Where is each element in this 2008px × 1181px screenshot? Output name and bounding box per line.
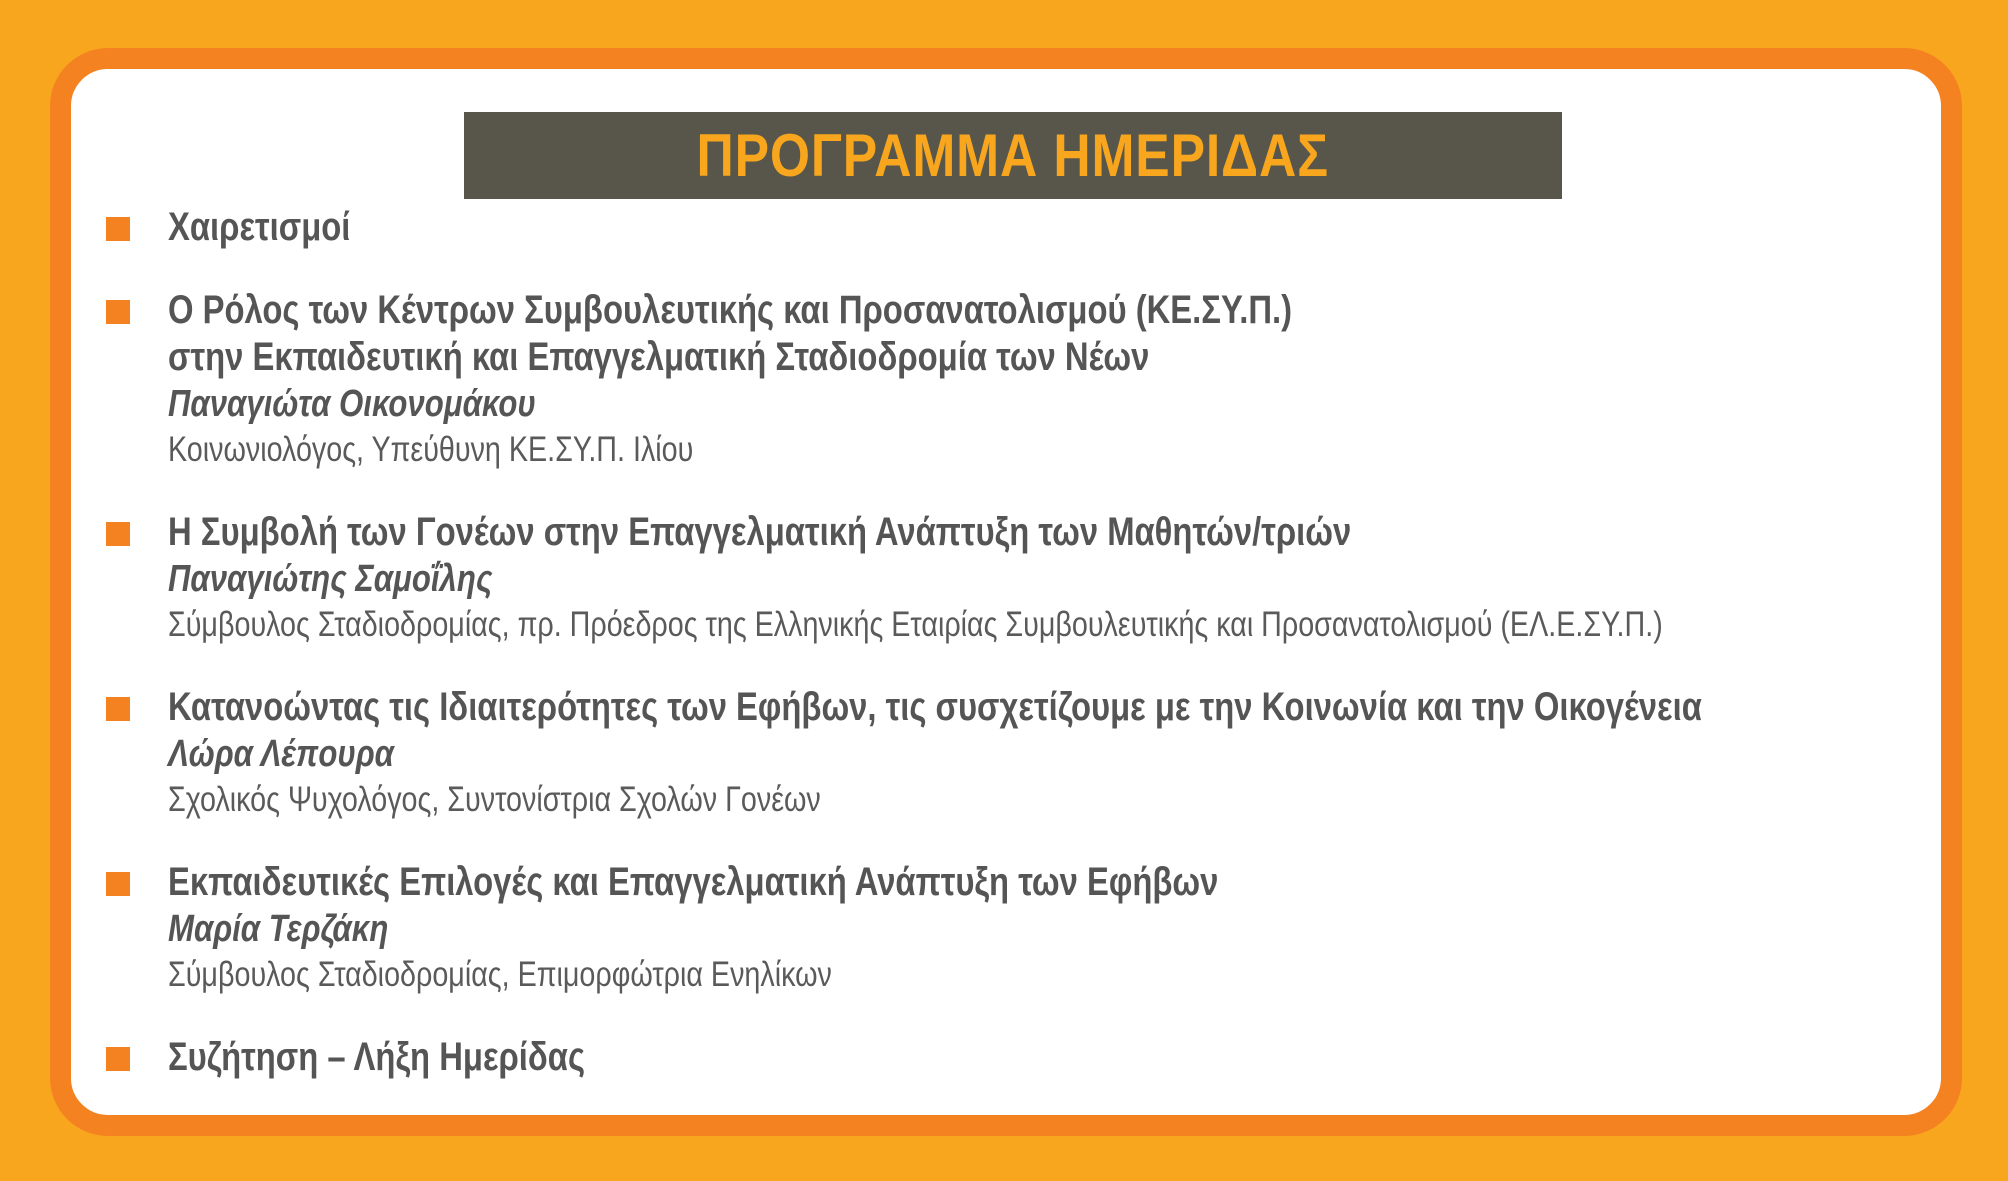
agenda-topic: Κατανοώντας τις Ιδιαιτερότητες των Εφήβων, τις συσχετίζουμε με την Κοινωνία και την Οικογένεια bbox=[168, 685, 1702, 729]
agenda-topic: Εκπαιδευτικές Επιλογές και Επαγγελματική Ανάπτυξη των Εφήβων bbox=[168, 860, 1219, 904]
square-bullet-icon bbox=[106, 522, 130, 546]
agenda-item-education-choices bbox=[106, 859, 1956, 998]
agenda-item-parents bbox=[106, 509, 1956, 648]
square-bullet-icon bbox=[106, 697, 130, 721]
agenda-item-discussion bbox=[106, 1034, 1956, 1081]
agenda-speaker-role: Σύμβουλος Σταδιοδρομίας, πρ. Πρόεδρος της Ελληνικής Εταιρίας Συμβουλευτικής και Προσανατολισμού (ΕΛ.Ε.ΣΥ.Π.) bbox=[168, 605, 1663, 644]
agenda-speaker-role: Σύμβουλος Σταδιοδρομίας, Επιμορφώτρια Ενηλίκων bbox=[168, 955, 832, 994]
agenda-speaker: Λώρα Λέπουρα bbox=[168, 733, 395, 775]
square-bullet-icon bbox=[106, 300, 130, 324]
agenda-speaker: Παναγιώτα Οικονομάκου bbox=[168, 383, 536, 425]
agenda-speaker: Μαρία Τερζάκη bbox=[168, 908, 389, 950]
agenda-topic: Χαιρετισμοί bbox=[168, 205, 351, 249]
agenda-list bbox=[106, 204, 1956, 1117]
agenda-topic: Η Συμβολή των Γονέων στην Επαγγελματική Ανάπτυξη των Μαθητών/τριών bbox=[168, 510, 1352, 554]
page-title: ΠΡΟΓΡΑΜΜΑ ΗΜΕΡΙΔΑΣ bbox=[696, 122, 1330, 189]
agenda-item-adolescents bbox=[106, 684, 1956, 823]
agenda-speaker-role: Κοινωνιολόγος, Υπεύθυνη ΚΕ.ΣΥ.Π. Ιλίου bbox=[168, 430, 694, 469]
square-bullet-icon bbox=[106, 1047, 130, 1071]
agenda-speaker: Παναγιώτης Σαμοΐλης bbox=[168, 558, 493, 600]
agenda-speaker-role: Σχολικός Ψυχολόγος, Συντονίστρια Σχολών Γονέων bbox=[168, 780, 821, 819]
title-banner bbox=[464, 112, 1562, 199]
agenda-topic-continued: στην Εκπαιδευτική και Επαγγελματική Σταδιοδρομία των Νέων bbox=[168, 335, 1150, 379]
agenda-item-welcome bbox=[106, 204, 1956, 251]
agenda-item-kesyp bbox=[106, 287, 1956, 473]
square-bullet-icon bbox=[106, 872, 130, 896]
square-bullet-icon bbox=[106, 217, 130, 241]
agenda-topic: Ο Ρόλος των Κέντρων Συμβουλευτικής και Προσανατολισμού (ΚΕ.ΣΥ.Π.) bbox=[168, 288, 1293, 332]
agenda-topic: Συζήτηση – Λήξη Ημερίδας bbox=[168, 1035, 586, 1079]
